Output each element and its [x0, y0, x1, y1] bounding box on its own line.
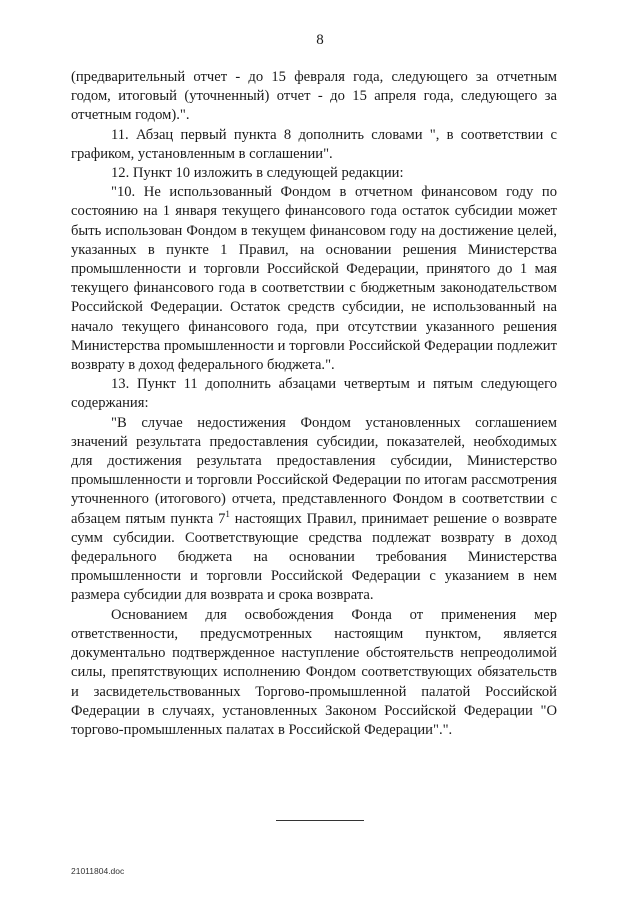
paragraph-6-continuation: настоящих Правил, принимает решение о возврате сумм субсидии. Соответствующие средства подлежат возврату в доход федерального бюджета на основании требования Министерства промышленности и торговли Российской Федерации с указанием в нем размера субсидии для возврата и срока возврата. — [71, 510, 557, 604]
paragraph-6-text: "В случае недостижения Фондом установленных соглашением значений результата предоставления субсидии, показателей, необходимых для достижения результата предоставления субсидии, Министерство промышленности и торговли Российской Федерации по итогам рассмотрения уточненного (итогового) отчета, представленного Фондом в соответствии с абзацем пятым пункта 7 — [71, 414, 557, 527]
paragraph-4: "10. Не использованный Фондом в отчетном финансовом году по состоянию на 1 января текущего финансового года остаток субсидии может быть использован Фондом в текущем финансовом году на достижение целей, указанных в пункте 1 Правил, на основании решения Министерства промышленности и торговли Российской Федерации, принятого до 1 мая текущего финансового года в соответствии с бюджетным законодательством Российской Федерации. Остаток средств субсидии, не использованный на начало текущего финансового года, при отсутствии указанного решения Министерства промышленности и торговли Российской Федерации подлежит возврату в доход федерального бюджета.". — [71, 184, 557, 374]
paragraph-1: (предварительный отчет - до 15 февраля года, следующего за отчетным годом, итоговый (уточненный) отчет - до 15 апреля года, следующего за отчетным годом).". — [71, 69, 557, 124]
paragraph-5: 13. Пункт 11 дополнить абзацами четвертым и пятым следующего содержания: — [71, 376, 557, 412]
paragraph-6 — [71, 414, 557, 606]
footer-filename: 21011804.doc — [71, 866, 125, 876]
paragraph-2: 11. Абзац первый пункта 8 дополнить словами ", в соответствии с графиком, установленным в соглашении". — [71, 126, 557, 162]
page-number: 8 — [316, 32, 324, 48]
document-body — [71, 68, 557, 740]
paragraph-7: Основанием для освобождения Фонда от применения мер ответственности, предусмотренных настоящим пунктом, является документально подтвержденное наступление обстоятельств непреодолимой силы, препятствующих исполнению Фондом соответствующих обязательств и засвидетельствованных Торгово-промышленной палатой Российской Федерации в случаях, установленных Законом Российской Федерации "О торгово-промышленных палатах в Российской Федерации".". — [71, 606, 557, 738]
closing-rule — [276, 820, 364, 821]
superscript-mark: 1 — [225, 508, 230, 519]
paragraph-3: 12. Пункт 10 изложить в следующей редакции: — [111, 165, 404, 182]
